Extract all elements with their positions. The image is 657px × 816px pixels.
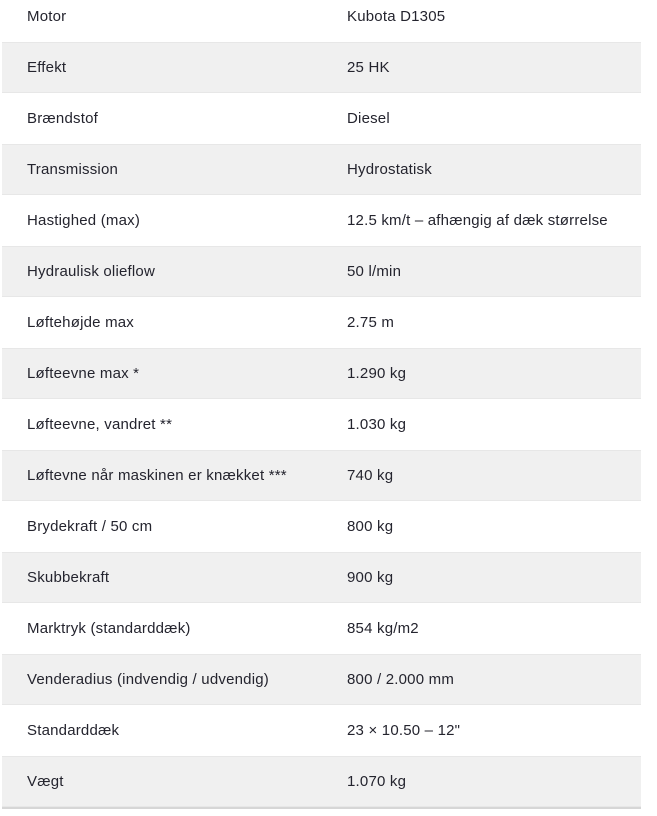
spec-value: 1.030 kg	[347, 415, 407, 433]
spec-value: Kubota D1305	[347, 7, 446, 25]
table-row	[2, 450, 641, 501]
table-row	[2, 552, 641, 603]
spec-value: 25 HK	[347, 58, 390, 76]
table-bottom-divider	[2, 807, 641, 809]
table-row	[2, 297, 641, 348]
spec-value: 12.5 km/t – afhængig af dæk størrelse	[347, 211, 608, 229]
table-row	[2, 705, 641, 756]
spec-value: Diesel	[347, 109, 390, 127]
spec-value: 1.070 kg	[347, 772, 407, 790]
spec-label: Løfteevne max *	[27, 364, 140, 382]
table-row	[2, 603, 641, 654]
spec-label: Hastighed (max)	[27, 211, 141, 229]
spec-label: Brændstof	[27, 109, 98, 127]
table-row	[2, 195, 641, 246]
spec-table	[2, 0, 641, 809]
spec-value: 900 kg	[347, 568, 394, 586]
spec-value: Hydrostatisk	[347, 160, 432, 178]
spec-value: 854 kg/m2	[347, 619, 419, 637]
table-row	[2, 654, 641, 705]
spec-label: Løftehøjde max	[27, 313, 135, 331]
table-row	[2, 144, 641, 195]
spec-value: 1.290 kg	[347, 364, 407, 382]
spec-label: Brydekraft / 50 cm	[27, 517, 153, 535]
spec-value: 2.75 m	[347, 313, 395, 331]
table-row	[2, 246, 641, 297]
spec-label: Transmission	[27, 160, 119, 178]
table-row	[2, 93, 641, 144]
spec-label: Løftevne når maskinen er knækket ***	[27, 466, 287, 484]
spec-value: 800 / 2.000 mm	[347, 670, 455, 688]
spec-value: 740 kg	[347, 466, 394, 484]
table-row	[2, 0, 641, 42]
spec-value: 800 kg	[347, 517, 394, 535]
spec-label: Vægt	[27, 772, 64, 790]
spec-label: Motor	[27, 7, 67, 25]
table-row	[2, 42, 641, 93]
spec-label: Marktryk (standarddæk)	[27, 619, 191, 637]
spec-value: 50 l/min	[347, 262, 402, 280]
spec-label: Skubbekraft	[27, 568, 110, 586]
spec-label: Løfteevne, vandret **	[27, 415, 173, 433]
spec-label: Standarddæk	[27, 721, 120, 739]
spec-label: Venderadius (indvendig / udvendig)	[27, 670, 269, 688]
spec-value: 23 × 10.50 – 12"	[347, 721, 461, 739]
table-row	[2, 348, 641, 399]
spec-label: Hydraulisk olieflow	[27, 262, 156, 280]
spec-label: Effekt	[27, 58, 67, 76]
table-row	[2, 756, 641, 807]
table-row	[2, 399, 641, 450]
table-row	[2, 501, 641, 552]
